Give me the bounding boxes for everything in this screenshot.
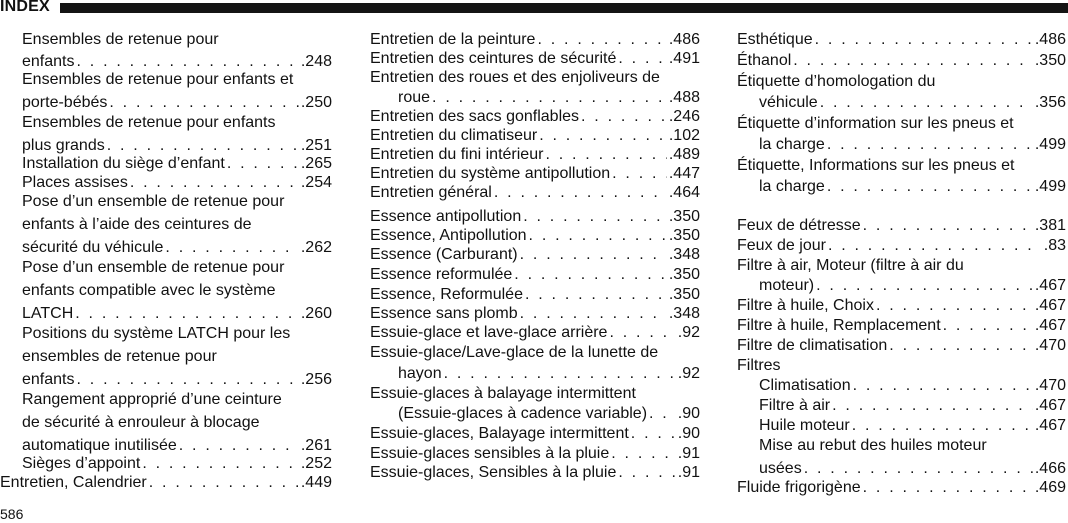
page-ref: .486: [1034, 31, 1066, 48]
index-entry: ensembles de retenue pour: [22, 348, 217, 365]
dot-leader: [76, 52, 298, 72]
index-entry: Essuie-glaces sensibles à la pluie . . . .91: [370, 444, 700, 464]
dot-leader: [165, 238, 298, 258]
dot-leader: [432, 88, 667, 108]
page-ref: .348: [668, 246, 700, 263]
dot-leader: [520, 245, 667, 265]
dot-leader: [494, 183, 667, 203]
index-entry: Essence (Carburant) . . . .348: [370, 245, 700, 265]
index-entry: LATCH . . . .260: [0, 304, 332, 324]
index-entry: Filtre à air . . . .467: [737, 396, 1066, 416]
index-entry: porte-bébés . . . .250: [0, 93, 332, 113]
page-ref: .464: [668, 184, 700, 201]
page-ref: .467: [1034, 317, 1066, 334]
index-entry: véhicule . . . .356: [737, 93, 1066, 113]
index-entry: Étiquette d’information sur les pneus et: [737, 115, 1014, 132]
page-ref: .256: [300, 371, 332, 388]
index-entry: Ensembles de retenue pour: [22, 31, 219, 48]
index-entry: Entretien des ceintures de sécurité . . . .491: [370, 49, 700, 69]
page-ref: .251: [300, 137, 332, 154]
index-entry: Essence sans plomb . . . .348: [370, 304, 700, 324]
index-entry: la charge . . . .499: [737, 135, 1066, 155]
page-ref: .381: [1034, 217, 1066, 234]
page-ref: .265: [300, 155, 332, 172]
dot-leader: [815, 30, 1033, 50]
page-ref: .488: [668, 89, 700, 106]
dot-leader: [523, 207, 667, 227]
page-ref: .350: [668, 208, 700, 225]
dot-leader: [149, 473, 299, 493]
index-entry: Essuie-glaces, Sensibles à la pluie . . . .91: [370, 463, 700, 483]
dot-leader: [852, 416, 1033, 436]
index-entry: Filtre à air, Moteur (filtre à air du: [737, 257, 964, 274]
dot-leader: [525, 285, 667, 305]
index-entry: hayon . . . .92: [370, 364, 700, 384]
page-ref: .470: [1034, 337, 1066, 354]
dot-leader: [827, 177, 1033, 197]
index-entry: Ensembles de retenue pour enfants: [22, 114, 276, 131]
index-entry: Étiquette d’homologation du: [737, 73, 936, 90]
index-entry: Feux de détresse . . . .381: [737, 216, 1066, 236]
dot-leader: [649, 404, 676, 424]
dot-leader: [863, 216, 1033, 236]
page-ref: .92: [677, 324, 700, 341]
index-entry: Éthanol . . . .350: [737, 51, 1066, 71]
index-entry: Filtres: [737, 357, 781, 374]
index-entry: Essuie-glace et lave-glace arrière . . . .92: [370, 323, 700, 343]
dot-leader: [514, 265, 667, 285]
index-entry: enfants . . . .248: [0, 52, 332, 72]
dot-leader: [889, 336, 1033, 356]
index-entry: Pose d’un ensemble de retenue pour: [22, 193, 285, 210]
dot-leader: [75, 304, 299, 324]
index-entry: Essence antipollution . . . .350: [370, 207, 700, 227]
dot-leader: [612, 164, 667, 184]
page-ref: .250: [300, 94, 332, 111]
index-entry: Entretien général . . . .464: [370, 183, 700, 203]
page-ref: .92: [677, 365, 700, 382]
page-ref: .447: [668, 165, 700, 182]
dot-leader: [832, 396, 1033, 416]
dot-leader: [539, 126, 667, 146]
page-ref: .350: [668, 227, 700, 244]
page-ref: .252: [300, 455, 332, 472]
dot-leader: [618, 463, 675, 483]
index-entry: sécurité du véhicule . . . .262: [0, 238, 332, 258]
dot-leader: [107, 136, 299, 156]
dot-leader: [581, 107, 667, 127]
page-ref: .491: [668, 50, 700, 67]
page-number: 586: [0, 506, 24, 522]
dot-leader: [828, 236, 1042, 256]
page-ref: .261: [300, 437, 332, 454]
index-entry: Feux de jour . . . .83: [737, 236, 1066, 256]
page-ref: .350: [668, 286, 700, 303]
page-ref: .470: [1034, 377, 1066, 394]
index-entry: Entretien des sacs gonflables . . . .246: [370, 107, 700, 127]
page-ref: .348: [668, 305, 700, 322]
index-entry: Entretien, Calendrier . . . .449: [0, 473, 332, 493]
page-ref: .469: [1034, 479, 1066, 496]
index-entry: Fluide frigorigène . . . .469: [737, 478, 1066, 498]
page-ref: .489: [668, 146, 700, 163]
index-entry: Ensembles de retenue pour enfants et: [22, 71, 294, 88]
page-ref: .467: [1034, 277, 1066, 294]
page-ref: .260: [300, 305, 332, 322]
page-ref: .90: [677, 425, 700, 442]
page-ref: .467: [1034, 297, 1066, 314]
index-entry: Mise au rebut des huiles moteur: [759, 437, 987, 454]
dot-leader: [537, 30, 666, 50]
index-entry: Étiquette, Informations sur les pneus et: [737, 157, 1015, 174]
index-entry: enfants . . . .256: [0, 370, 332, 390]
index-entry: usées . . . .466: [737, 459, 1066, 479]
dot-leader: [76, 370, 298, 390]
dot-leader: [816, 276, 1033, 296]
index-entry: Essence, Antipollution . . . .350: [370, 226, 700, 246]
page-ref: .350: [1034, 52, 1066, 69]
dot-leader: [227, 154, 299, 174]
index-entry: Essuie-glace/Lave-glace de la lunette de: [370, 344, 659, 361]
index-entry: Essuie-glaces, Balayage intermittent . . . .90: [370, 424, 700, 444]
page-ref: .499: [1034, 136, 1066, 153]
index-entry: automatique inutilisée . . . .261: [0, 436, 332, 456]
dot-leader: [545, 145, 666, 165]
page-ref: .90: [677, 405, 700, 422]
page-ref: .467: [1034, 417, 1066, 434]
page-ref: .254: [300, 174, 332, 191]
page-ref: .262: [300, 239, 332, 256]
dot-leader: [529, 226, 667, 246]
index-entry: plus grands . . . .251: [0, 136, 332, 156]
index-entry: enfants à l’aide des ceintures de: [22, 216, 252, 233]
dot-leader: [876, 296, 1033, 316]
index-entry: roue . . . .488: [370, 88, 700, 108]
index-entry: Places assises . . . .254: [0, 173, 332, 193]
index-entry: enfants compatible avec le système: [22, 282, 276, 299]
index-entry: Essuie-glaces à balayage intermittent: [370, 385, 636, 402]
dot-leader: [631, 424, 676, 444]
index-entry: Entretien du climatiseur . . . .102: [370, 126, 700, 146]
page-ref: .486: [668, 31, 700, 48]
page-ref: .91: [677, 445, 700, 462]
page-ref: .102: [668, 127, 700, 144]
index-entry: Filtre à huile, Remplacement . . . .467: [737, 316, 1066, 336]
page-ref: .83: [1043, 237, 1066, 254]
page-ref: .246: [668, 108, 700, 125]
index-entry: Entretien de la peinture . . . .486: [370, 30, 700, 50]
dot-leader: [520, 304, 667, 324]
header-rule: [60, 3, 1068, 13]
index-entry: Installation du siège d’enfant . . . .265: [0, 154, 332, 174]
index-entry: Pose d’un ensemble de retenue pour: [22, 259, 285, 276]
page-ref: .248: [300, 53, 332, 70]
index-entry: Entretien du fini intérieur . . . .489: [370, 145, 700, 165]
dot-leader: [804, 459, 1033, 479]
index-entry: Filtre à huile, Choix . . . .467: [737, 296, 1066, 316]
page-ref: .356: [1034, 94, 1066, 111]
dot-leader: [611, 444, 676, 464]
dot-leader: [142, 454, 299, 474]
index-entry: Entretien des roues et des enjoliveurs de: [370, 69, 660, 86]
index-entry: Sièges d’appoint . . . .252: [0, 454, 332, 474]
dot-leader: [179, 436, 299, 456]
page-ref: .350: [668, 266, 700, 283]
dot-leader: [109, 93, 298, 113]
index-entry: Essence reformulée . . . .350: [370, 265, 700, 285]
index-entry: la charge . . . .499: [737, 177, 1066, 197]
dot-leader: [863, 478, 1033, 498]
dot-leader: [793, 51, 1033, 71]
index-entry: Rangement approprié d’une ceinture: [22, 391, 282, 408]
index-title: INDEX: [0, 0, 56, 16]
index-entry: Filtre de climatisation . . . .470: [737, 336, 1066, 356]
dot-leader: [820, 93, 1033, 113]
page-ref: .449: [300, 474, 332, 491]
page-ref: .466: [1034, 460, 1066, 477]
index-entry: Positions du système LATCH pour les: [22, 325, 291, 342]
dot-leader: [130, 173, 299, 193]
index-entry: Climatisation . . . .470: [737, 376, 1066, 396]
index-header: [0, 0, 1068, 17]
dot-leader: [444, 364, 676, 384]
index-entry: Esthétique . . . .486: [737, 30, 1066, 50]
index-entry: Essence, Reformulée . . . .350: [370, 285, 700, 305]
page-ref: .91: [677, 464, 700, 481]
dot-leader: [827, 135, 1033, 155]
dot-leader: [618, 49, 667, 69]
index-entry: moteur) . . . .467: [737, 276, 1066, 296]
dot-leader: [609, 323, 675, 343]
index-entry: Entretien du système antipollution . . . .447: [370, 164, 700, 184]
dot-leader: [853, 376, 1033, 396]
index-entry: Huile moteur . . . .467: [737, 416, 1066, 436]
dot-leader: [943, 316, 1033, 336]
page-ref: .499: [1034, 178, 1066, 195]
page-ref: .467: [1034, 397, 1066, 414]
index-entry: (Essuie-glaces à cadence variable) . . . .90: [370, 404, 700, 424]
index-entry: de sécurité à enrouleur à blocage: [22, 414, 260, 431]
